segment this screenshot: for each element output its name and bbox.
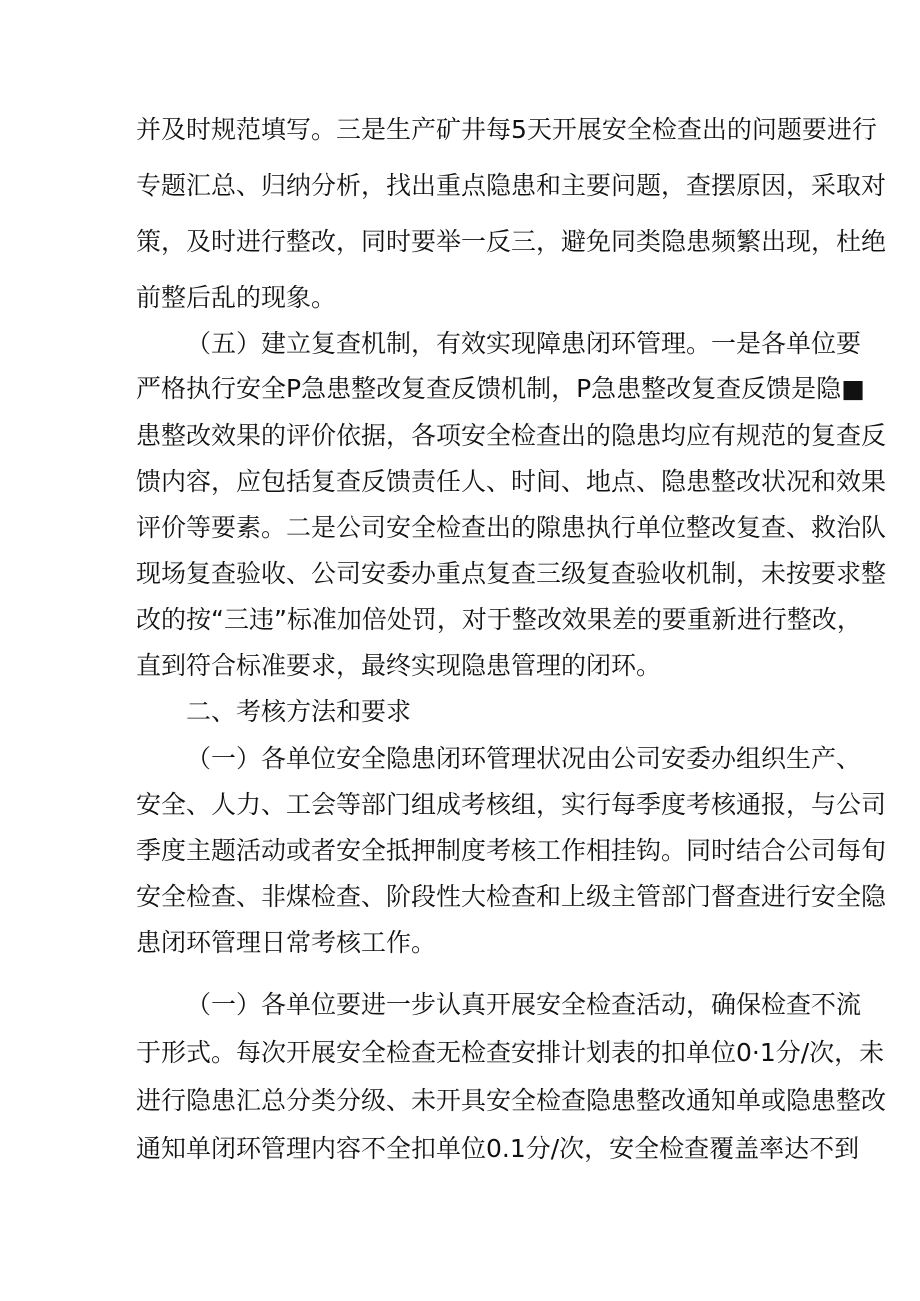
text-line: 改的按“三违”标准加倍处罚，对于整改效果差的要重新进行整改，: [136, 605, 862, 634]
text-line: 专题汇总、归纳分析，找出重点隐患和主要问题，查摆原因，采取对: [136, 171, 887, 200]
text-line: 严格执行安全P急患整改复查反馈机制，P急患整改复查反馈是隐■: [136, 374, 865, 403]
text-line: 于形式。每次开展安全检查无检查安排计划表的扣单位0·1分/次，未: [136, 1038, 885, 1067]
text-line: 馈内容，应包括复查反馈责任人、时间、地点、隐患整改状况和效果: [136, 467, 887, 496]
text-line: 通知单闭环管理内容不全扣单位0.1分/次，安全检查覆盖率达不到: [136, 1134, 860, 1163]
text-line: 直到符合标准要求，最终实现隐患管理的闭环。: [136, 651, 662, 680]
paragraph-first-line: （一）各单位要进一步认真开展安全检查活动，确保检查不流: [186, 990, 862, 1019]
text-line: 患整改效果的评价依据，各项安全检查出的隐患均应有规范的复查反: [136, 421, 887, 450]
text-line: 患闭环管理日常考核工作。: [136, 928, 437, 957]
text-line: 前整后乱的现象。: [136, 283, 337, 312]
text-line: 安全、人力、工会等部门组成考核组，实行每季度考核通报，与公司: [136, 790, 887, 819]
text-line: 评价等要素。二是公司安全检查出的隙患执行单位整改复查、救治队: [136, 513, 887, 542]
text-line: 安全检查、非煤检查、阶段性大检查和上级主管部门督查进行安全隐: [136, 882, 887, 911]
text-line: 并及时规范填写。三是生产矿井每5天开展安全检查出的问题要进行: [136, 115, 877, 144]
text-line: 进行隐患汇总分类分级、未开具安全检查隐患整改通知单或隐患整改: [136, 1086, 887, 1115]
paragraph-first-line: （五）建立复查机制，有效实现障患闭环管理。一是各单位要: [186, 329, 862, 358]
text-line: 季度主题活动或者安全抵押制度考核工作相挂钩。同时结合公司每旬: [136, 836, 887, 865]
text-line: 现场复查验收、公司安委办重点复查三级复查验收机制，未按要求整: [136, 559, 887, 588]
section-heading: 二、考核方法和要求: [186, 697, 412, 726]
text-line: 策，及时进行整改，同时要举一反三，避免同类隐患频繁出现，杜绝: [136, 227, 887, 256]
paragraph-first-line: （一）各单位安全隐患闭环管理状况由公司安委办组织生产、: [186, 744, 862, 773]
